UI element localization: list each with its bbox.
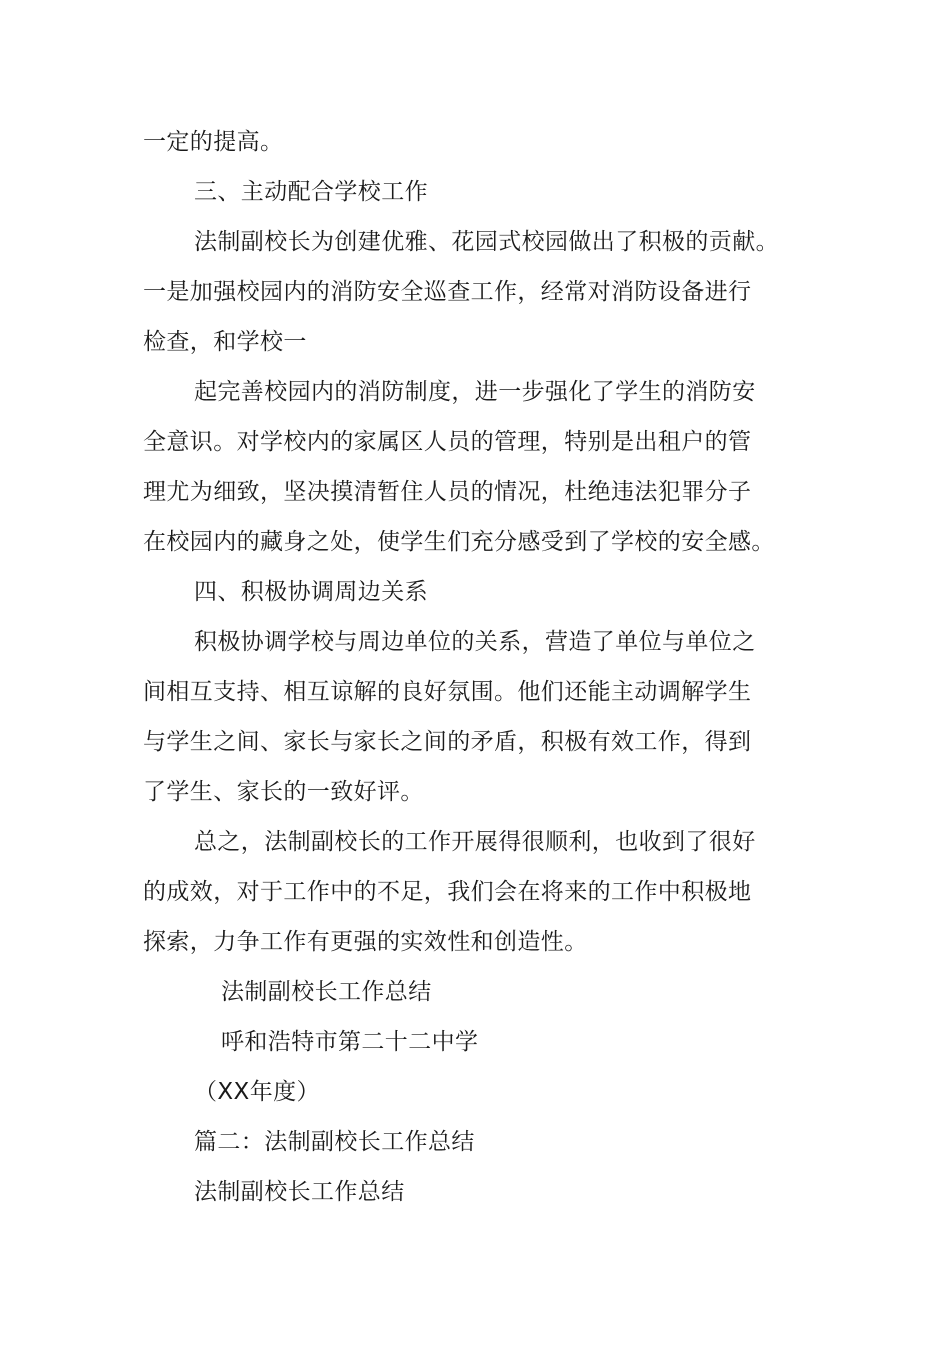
year-label: （XX年度） [194, 1079, 320, 1105]
paragraph-line: 起完善校园内的消防制度，进一步强化了学生的消防安 [194, 379, 756, 405]
paragraph-line: 在校园内的藏身之处，使学生们充分感受到了学校的安全感。 [143, 529, 775, 555]
text-line-continuation: 一定的提高。 [143, 129, 284, 155]
paragraph-line: 总之，法制副校长的工作开展得很顺利，也收到了很好 [194, 829, 756, 855]
paragraph-line: 了学生、家长的一致好评。 [143, 779, 424, 805]
document-title: 法制副校长工作总结 [221, 979, 432, 1005]
section-heading-3: 三、主动配合学校工作 [194, 179, 428, 205]
paragraph-line: 与学生之间、家长与家长之间的矛盾，积极有效工作，得到 [143, 729, 752, 755]
chapter-heading: 篇二：法制副校长工作总结 [194, 1129, 475, 1155]
paragraph-line: 法制副校长为创建优雅、花园式校园做出了积极的贡献。 [194, 229, 779, 255]
paragraph-line: 理尤为细致，坚决摸清暂住人员的情况，杜绝违法犯罪分子 [143, 479, 752, 505]
school-name: 呼和浩特市第二十二中学 [221, 1029, 479, 1055]
paragraph-line: 积极协调学校与周边单位的关系，营造了单位与单位之 [194, 629, 756, 655]
paragraph-line: 全意识。对学校内的家属区人员的管理，特别是出租户的管 [143, 429, 752, 455]
paragraph-line: 间相互支持、相互谅解的良好氛围。他们还能主动调解学生 [143, 679, 752, 705]
paragraph-line: 探索，力争工作有更强的实效性和创造性。 [143, 929, 588, 955]
section-heading-4: 四、积极协调周边关系 [194, 579, 428, 605]
paragraph-line: 检查，和学校一 [143, 329, 307, 355]
paragraph-line: 的成效，对于工作中的不足，我们会在将来的工作中积极地 [143, 879, 752, 905]
paragraph-line: 一是加强校园内的消防安全巡查工作，经常对消防设备进行 [143, 279, 752, 305]
chapter-title: 法制副校长工作总结 [194, 1179, 405, 1205]
